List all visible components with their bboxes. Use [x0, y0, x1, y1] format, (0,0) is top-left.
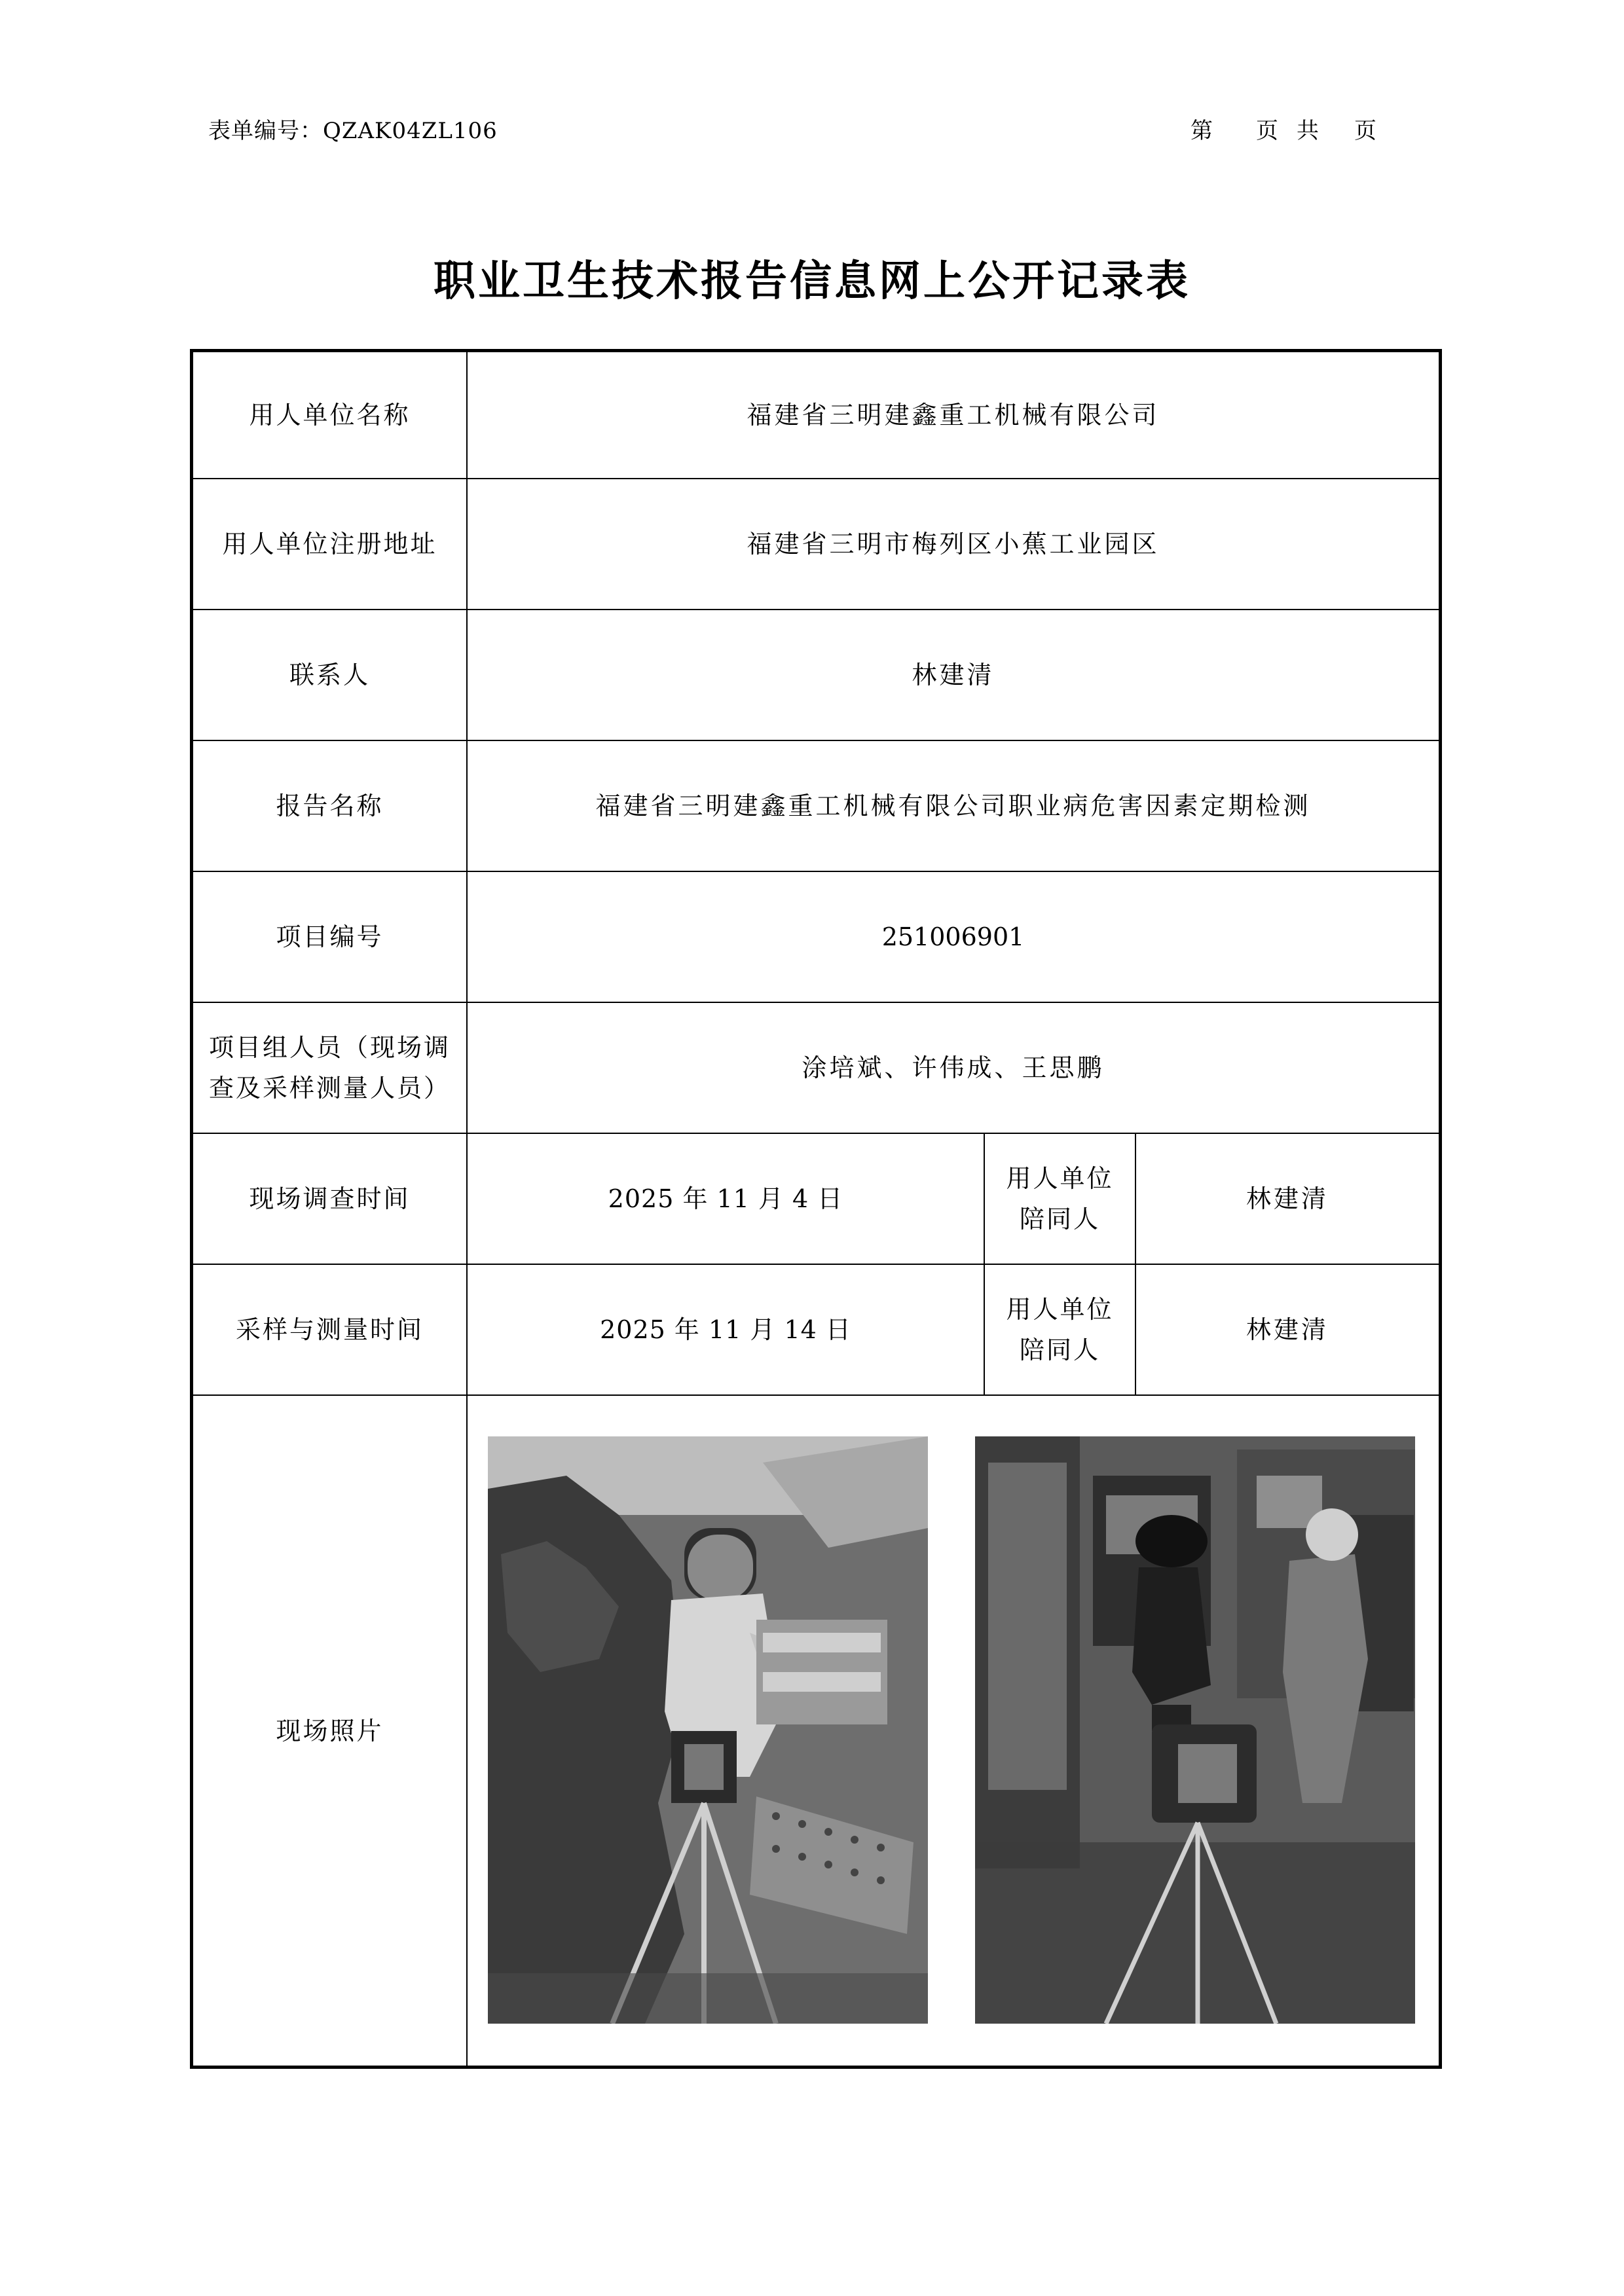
- report-name-value: 福建省三明建鑫重工机械有限公司职业病危害因素定期检测: [595, 792, 1311, 820]
- document-title: 职业卫生技术报告信息网上公开记录表: [434, 257, 1190, 306]
- page-label-di: 第: [1190, 118, 1213, 144]
- project-members-value: 涂培斌、许伟成、王思鹏: [802, 1053, 1105, 1082]
- contact-label: 联系人: [289, 661, 370, 689]
- survey-companion-label: [985, 1134, 1135, 1264]
- project-number-value: 251006901: [881, 922, 1025, 951]
- page-label-ye: 页: [1256, 118, 1278, 144]
- survey-companion-value: 林建清: [1246, 1184, 1329, 1213]
- site-photos-label: 现场照片: [276, 1716, 384, 1745]
- survey-companion-label-line1: 用人单位: [1006, 1164, 1114, 1193]
- employer-name-label: 用人单位名称: [249, 401, 411, 429]
- site-photo-2-image: [975, 1436, 1415, 2024]
- sampling-time-label: 采样与测量时间: [235, 1315, 424, 1344]
- employer-name-value: 福建省三明建鑫重工机械有限公司: [747, 401, 1160, 429]
- page-label-gong: 共: [1297, 118, 1319, 144]
- sampling-companion-label: [985, 1265, 1135, 1394]
- site-photo-2: [975, 1436, 1415, 2024]
- report-name-label: 报告名称: [276, 792, 384, 820]
- record-form-table: [190, 349, 1442, 2069]
- survey-time-label: 现场调查时间: [249, 1184, 411, 1213]
- survey-companion-label-line2: 陪同人: [1019, 1205, 1100, 1233]
- survey-time-value: 2025 年 11 月 4 日: [608, 1184, 843, 1213]
- employer-address-value: 福建省三明市梅列区小蕉工业园区: [747, 530, 1160, 558]
- project-members-label-line2: 查及采样测量人员）: [208, 1074, 451, 1102]
- form-number: 表单编号：QZAK04ZL106: [208, 118, 498, 144]
- project-members-label-line1: 项目组人员（现场调: [208, 1033, 451, 1062]
- sampling-companion-label-line2: 陪同人: [1019, 1336, 1100, 1364]
- page-indicator: [1190, 113, 1387, 145]
- sampling-companion-value: 林建清: [1246, 1315, 1329, 1344]
- project-members-label: [193, 1003, 466, 1133]
- project-number-label: 项目编号: [276, 922, 384, 951]
- site-photo-1-image: [488, 1436, 928, 2024]
- page-label-ye2: 页: [1354, 118, 1376, 144]
- sampling-time-value: 2025 年 11 月 14 日: [600, 1315, 851, 1344]
- employer-address-label: 用人单位注册地址: [222, 530, 437, 558]
- contact-value: 林建清: [912, 661, 995, 689]
- sampling-companion-label-line1: 用人单位: [1006, 1295, 1114, 1324]
- site-photo-1: [488, 1436, 928, 2024]
